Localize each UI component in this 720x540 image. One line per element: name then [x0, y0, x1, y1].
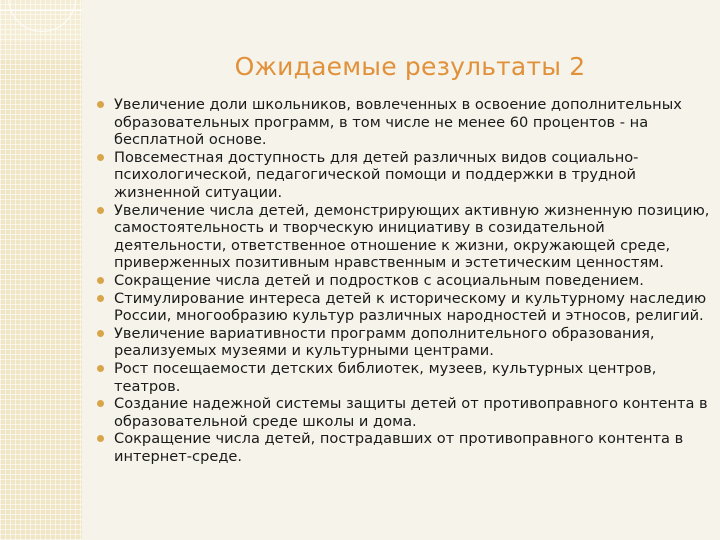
list-item [94, 290, 714, 325]
list-item-text: Сокращение числа детей, пострадавших от противоправного контента в интернет-среде. [114, 430, 684, 465]
list-item [94, 149, 714, 202]
list-item-text: Сокращение числа детей и подростков с асоциальным поведением. [114, 271, 644, 289]
bullet-icon [97, 154, 104, 161]
bullet-icon [97, 295, 104, 302]
list-item [94, 96, 714, 149]
list-item [94, 202, 714, 272]
list-item-text: Повсеместная доступность для детей различных видов социально-психологической, педагогической помощи и поддержки в трудной жизненной ситуации. [114, 148, 639, 201]
bullet-icon [97, 330, 104, 337]
list-item-text: Увеличение вариативности программ дополнительного образования, реализуемых музеями и культурными центрами. [114, 324, 655, 360]
bullet-icon [97, 277, 104, 284]
list-item-text: Стимулирование интереса детей к историческому и культурному наследию России, многообразию культур различных народностей и этносов, религий. [114, 289, 707, 325]
results-list [94, 96, 714, 465]
decorative-line [0, 10, 82, 11]
list-item-text: Рост посещаемости детских библиотек, музеев, культурных центров, театров. [114, 359, 657, 395]
list-item-text: Увеличение числа детей, демонстрирующих активную жизненную позицию, самостоятельность и творческую инициативу в созидательной деятельности, ответственное отношение к жизни, окружающей среде, приверженных позитивным нравственным и эстетическим ценностям. [114, 201, 710, 272]
list-item [94, 272, 714, 290]
bullet-icon [97, 207, 104, 214]
side-strip-band [0, 42, 82, 60]
list-item [94, 395, 714, 430]
list-item-text: Создание надежной системы защиты детей от противоправного контента в образовательной среде школы и дома. [114, 395, 708, 430]
decorative-side-strip [0, 0, 82, 540]
bullet-icon [97, 365, 104, 372]
bullet-icon [97, 400, 104, 407]
list-item-text: Увеличение доли школьников, вовлеченных в освоение дополнительных образовательных программ, в том числе не менее 60 процентов - на бесплатной основе. [114, 96, 682, 149]
bullet-icon [97, 435, 104, 442]
list-item [94, 360, 714, 395]
list-item [94, 430, 714, 465]
list-item [94, 325, 714, 360]
slide-title: Ожидаемые результаты 2 [234, 52, 586, 81]
bullet-icon [97, 101, 104, 108]
